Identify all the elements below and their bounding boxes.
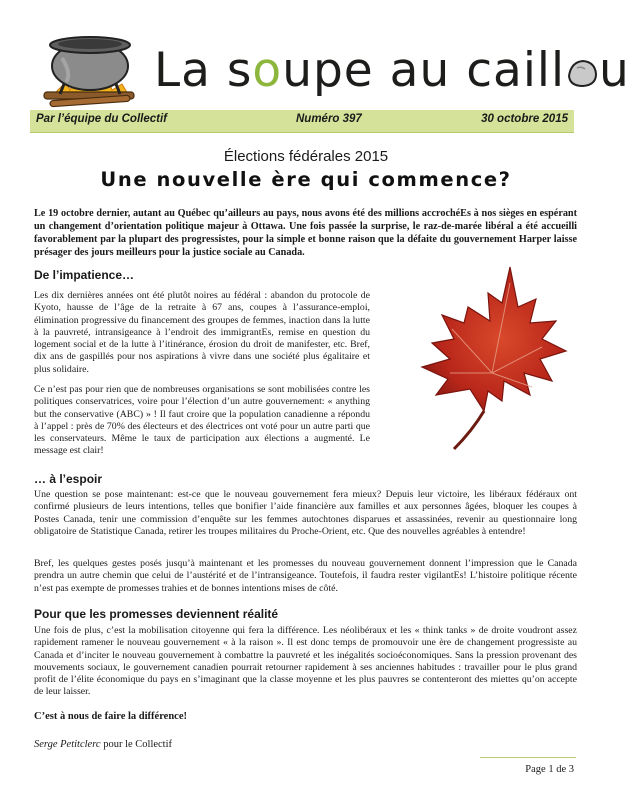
footer-divider	[480, 757, 576, 758]
headline-kicker: Élections fédérales 2015	[223, 148, 389, 165]
section-title-impatience: De l’impatience…	[34, 268, 135, 282]
issue-number: Numéro 397	[296, 113, 362, 125]
paragraph-impatience-1: Les dix dernières années ont été plutôt noires au fédéral : abandon du protocole de Kyoto, hausse de l’âge de la retraite à 67 ans, coupes à l’assurance-emploi, élimination progressive du financement des groupes de femmes, inaction dans la lutte à la pauvreté, intransigeance à l’endroit des immigrantEs, remise en question du logement social et de la lutte à l’itinérance, érosion du droit de manifester, etc. Bref, dix ans de gaspillés pour nos aspirations à vivre dans une société plus égalitaire et plus solidaire.	[34, 290, 370, 375]
paragraph-espoir-1: Une question se pose maintenant: est-ce que le nouveau gouvernement fera mieux? Depuis leur victoire, les libéraux fédéraux ont confirmé plusieurs de leurs intentions, telles que bonifier l’aide financière aux familles et aux personnes âgées, bloquer les coupes à Postes Canada, tenir une commission d’enquête sur les femmes autochtones disparues et assassinées, revenir au questionnaire long obligatoire de Statistique Canada, retirer les troupes militaires du Proche-Orient, etc. Que des nouvelles agréables à entendre!	[34, 489, 577, 537]
maple-leaf-image	[392, 263, 570, 453]
signature	[34, 739, 172, 750]
stone-icon	[565, 56, 599, 90]
author-name: Serge Petitclerc	[34, 739, 101, 750]
title-part-3: u	[599, 43, 630, 98]
author-suffix: pour le Collectif	[100, 739, 173, 750]
masthead	[36, 28, 630, 108]
section-title-promesses: Pour que les promesses deviennent réalité	[34, 607, 279, 621]
title-part-1: La s	[154, 43, 253, 98]
paragraph-impatience-2: Ce n’est pas pour rien que de nombreuses organisations se sont mobilisées contre les politiques conservatrices, voire pour l’élection d’un autre gouvernement: « anything but the conservative (ABC) » ! Il faut croire que la population canadienne a répondu à l’appel : près de 70% des électeurs et des électrices ont voté pour un autre parti que les conservateurs. Même le taux de participation aux élections a augmenté. Le message est clair!	[34, 384, 370, 457]
lead-paragraph: Le 19 octobre dernier, autant au Québec qu’ailleurs au pays, nous avons été des millions accrochéEs à nos sièges en espérant un changement d’orientation politique majeur à Ottawa. Une fois passée la surprise, le raz-de-marée libéral a été accueilli favorablement par la plupart des progressistes, pour la simple et bonne raison que la défaite du gouvernement Harper laisse présager des jours meilleurs pour la justice sociale au Canada.	[34, 208, 577, 258]
masthead-title	[154, 38, 630, 104]
cooking-pot-icon	[36, 28, 140, 106]
section-title-espoir: … à l’espoir	[34, 472, 103, 486]
page-number: Page 1 de 3	[525, 764, 574, 775]
closing-statement: C’est à nous de faire la différence!	[34, 711, 187, 722]
issue-info-bar	[30, 110, 574, 133]
headline-title: Une nouvelle ère qui commence?	[100, 168, 512, 191]
paragraph-promesses-1: Une fois de plus, c’est la mobilisation citoyenne qui fera la différence. Les néolibéraux et les « think tanks » de droite voudront assez rapidement ramener le nouveau gouvernement « à la raison ». Il est donc temps de promouvoir une ère de changement progressiste au Canada et d’inciter le nouveau gouvernement à combattre la pauvreté et les inégalités socioéconomiques. Sans la pression provenant des mouvements sociaux, le gouvernement canadien pourrait retourner rapidement à ses anciennes habitudes : travailler pour le plus grand profit de l’élite économique du pays en s’imaginant que la classe moyenne et les plus pauvres se contenteront des miettes qu’on accepte de leur laisser.	[34, 625, 577, 698]
issue-date: 30 octobre 2015	[481, 113, 568, 125]
byline: Par l’équipe du Collectif	[36, 113, 167, 125]
title-o-green: o	[252, 43, 283, 98]
paragraph-espoir-2: Bref, les quelques gestes posés jusqu’à maintenant et les promesses du nouveau gouvernement donnent l’impression que le Canada prendra un autre chemin que celui de l’austérité et de l’intransigeance. Toutefois, il faudra rester vigilantEs! L’histoire politique récente n’est pas exempte de promesses trahies et de bonnes intentions mises de côté.	[34, 558, 577, 594]
title-part-2: upe au caill	[282, 43, 566, 98]
